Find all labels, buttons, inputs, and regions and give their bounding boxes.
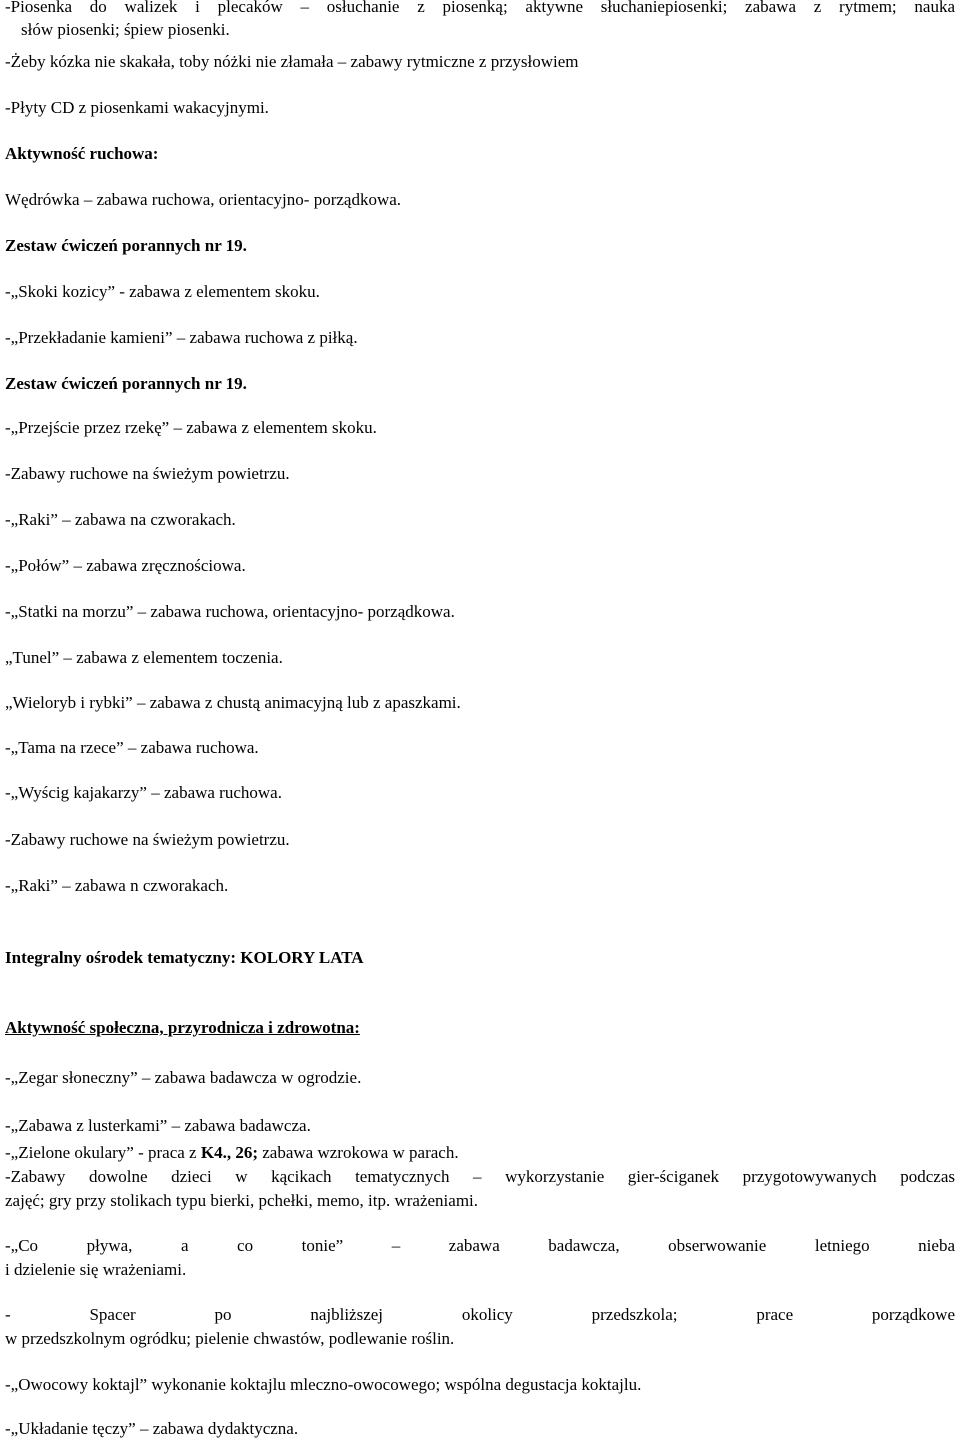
text-line: -Płyty CD z piosenkami wakacyjnymi. xyxy=(5,98,269,117)
text-line: -„Statki na morzu” – zabawa ruchowa, orientacyjno- porządkowa. xyxy=(5,602,455,621)
text-line: słów piosenki; śpiew piosenki. xyxy=(21,20,230,39)
text-line: -„Zegar słoneczny” – zabawa badawcza w ogrodzie. xyxy=(5,1068,362,1087)
section-heading: Aktywność społeczna, przyrodnicza i zdrowotna: xyxy=(5,1018,360,1037)
text-line: -„Skoki kozicy” - zabawa z elementem skoku. xyxy=(5,282,320,301)
text-line: -„Przekładanie kamieni” – zabawa ruchowa z piłką. xyxy=(5,328,358,347)
text-line: -„Zabawa z lusterkami” – zabawa badawcza. xyxy=(5,1116,311,1135)
text-line: -Zabawy dowolne dzieci w kącikach tematycznych – wykorzystanie gier-ściganek przygotowywanych podczas xyxy=(5,1167,955,1186)
text-line: -„Raki” – zabawa na czworakach. xyxy=(5,510,236,529)
text-line: Wędrówka – zabawa ruchowa, orientacyjno- porządkowa. xyxy=(5,190,402,209)
text-line: -Żeby kózka nie skakała, toby nóżki nie złamała – zabawy rytmiczne z przysłowiem xyxy=(5,52,579,71)
section-heading: Aktywność ruchowa: xyxy=(5,144,159,163)
text-line: i dzielenie się wrażeniami. xyxy=(5,1260,187,1279)
text-line: -Piosenka do walizek i plecaków – osłuchanie z piosenką; aktywne słuchaniepiosenki; zabawa z rytmem; nauka xyxy=(5,0,955,16)
text-line: -„Owocowy koktajl” wykonanie koktajlu mleczno-owocowego; wspólna degustacja koktajlu. xyxy=(5,1375,642,1394)
theme-heading: Integralny ośrodek tematyczny: KOLORY LATA xyxy=(5,948,364,967)
text-line: „Tunel” – zabawa z elementem toczenia. xyxy=(5,648,283,667)
text-segment-bold: , 26; xyxy=(226,1143,259,1162)
text-line: w przedszkolnym ogródku; pielenie chwastów, podlewanie roślin. xyxy=(5,1329,455,1348)
text-line: -„Tama na rzece” – zabawa ruchowa. xyxy=(5,738,259,757)
text-line: - Spacer po najbliższej okolicy przedszkola; prace porządkowe xyxy=(5,1305,955,1324)
text-line: -Zabawy ruchowe na świeżym powietrzu. xyxy=(5,464,290,483)
text-line: -„Przejście przez rzekę” – zabawa z elementem skoku. xyxy=(5,418,377,437)
text-line: zajęć; gry przy stolikach typu bierki, pchełki, memo, itp. wrażeniami. xyxy=(5,1191,479,1210)
text-line: -Zabawy ruchowe na świeżym powietrzu. xyxy=(5,830,290,849)
text-line xyxy=(5,1141,955,1164)
text-segment-bold: K4. xyxy=(200,1143,227,1162)
text-segment: zabawa wzrokowa w parach. xyxy=(258,1143,459,1162)
section-heading: Zestaw ćwiczeń porannych nr 19. xyxy=(5,374,247,393)
text-line: -„Raki” – zabawa n czworakach. xyxy=(5,876,229,895)
text-line: -„Układanie tęczy” – zabawa dydaktyczna. xyxy=(5,1419,299,1438)
section-heading: Zestaw ćwiczeń porannych nr 19. xyxy=(5,236,247,255)
text-segment: -„Zielone okulary” - praca z xyxy=(5,1143,201,1162)
text-line: „Wieloryb i rybki” – zabawa z chustą animacyjną lub z apaszkami. xyxy=(5,693,461,712)
text-line: -„Wyścig kajakarzy” – zabawa ruchowa. xyxy=(5,783,282,802)
text-line: -„Co pływa, a co tonie” – zabawa badawcza, obserwowanie letniego nieba xyxy=(5,1236,955,1255)
text-line: -„Połów” – zabawa zręcznościowa. xyxy=(5,556,246,575)
